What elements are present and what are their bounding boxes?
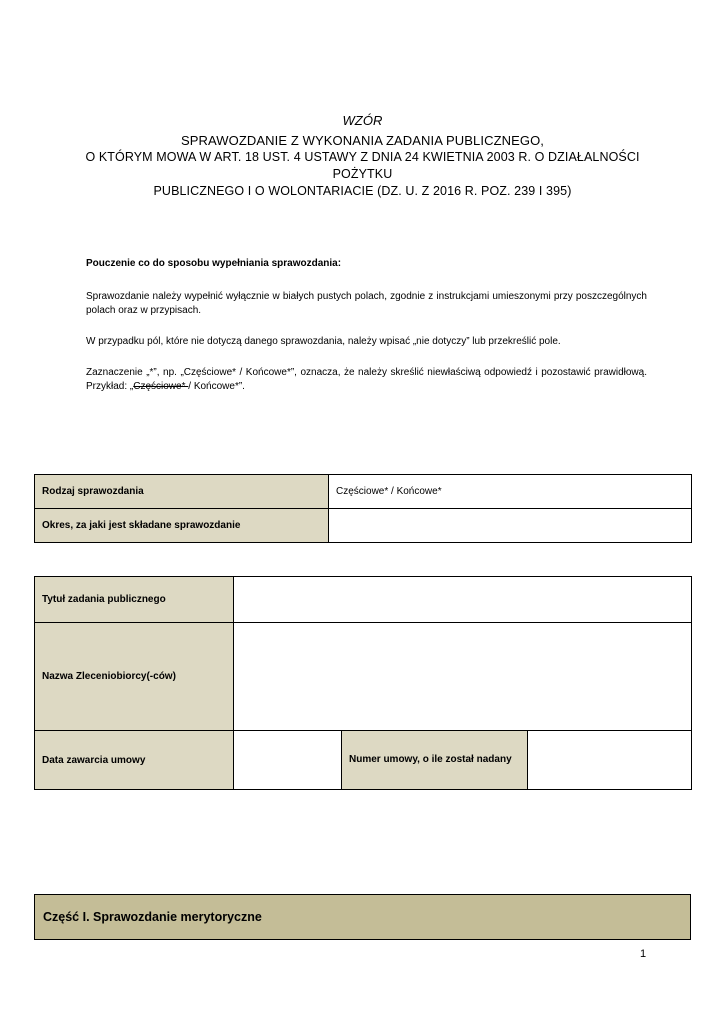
- document-subtitle-line1: O KTÓRYM MOWA W ART. 18 UST. 4 USTAWY Z DNIA 24 KWIETNIA 2003 R. O DZIAŁALNOŚCI POŻYTKU: [85, 150, 640, 181]
- table-row: [35, 577, 692, 623]
- task-info-table: [34, 576, 692, 790]
- report-info-table: [34, 474, 692, 543]
- struck-example: Częściowe*: [133, 381, 189, 392]
- contractor-name-label: Nazwa Zleceniobiorcy(-ców): [35, 623, 234, 731]
- instruction-paragraph-1: Sprawozdanie należy wypełnić wyłącznie w białych pustych polach, zgodnie z instrukcjami umieszonymi przy poszczególnych polach oraz w przypisach.: [86, 291, 647, 316]
- report-period-field[interactable]: [329, 509, 692, 543]
- report-type-field[interactable]: Częściowe* / Końcowe*: [329, 475, 692, 509]
- section-title: Część I. Sprawozdanie merytoryczne: [43, 910, 262, 924]
- instruction-paragraph-3: [86, 366, 647, 394]
- page-number: 1: [640, 948, 647, 960]
- document-title: SPRAWOZDANIE Z WYKONANIA ZADANIA PUBLICZNEGO,: [180, 133, 544, 148]
- template-label: WZÓR: [342, 113, 383, 128]
- task-title-field[interactable]: [234, 577, 692, 623]
- table-row: [35, 731, 692, 790]
- document-subtitle-line2: PUBLICZNEGO I O WOLONTARIACIE (DZ. U. Z 2016 R. POZ. 239 I 395): [153, 184, 572, 198]
- task-title-label: Tytuł zadania publicznego: [35, 577, 234, 623]
- table-row: [35, 475, 692, 509]
- document-header: [60, 112, 665, 200]
- instructions-title: Pouczenie co do sposobu wypełniania sprawozdania:: [86, 258, 342, 269]
- section-header: [34, 894, 691, 940]
- instruction-paragraph-3-end: / Końcowe*”.: [188, 381, 245, 392]
- contractor-name-field[interactable]: [234, 623, 692, 731]
- contract-number-label: Numer umowy, o ile został nadany: [342, 731, 528, 790]
- contract-date-field[interactable]: [234, 731, 342, 790]
- contract-date-label: Data zawarcia umowy: [35, 731, 234, 790]
- table-row: [35, 623, 692, 731]
- contract-number-field[interactable]: [528, 731, 692, 790]
- instruction-paragraph-3-text: Zaznaczenie „*”, np. „Częściowe* / Końcowe*”, oznacza, że należy skreślić niewłaściwą odpowiedź i pozostawić prawidłową. Przykład: „: [86, 367, 647, 392]
- report-period-label: Okres, za jaki jest składane sprawozdanie: [35, 509, 329, 543]
- instruction-paragraph-2: W przypadku pól, które nie dotyczą danego sprawozdania, należy wpisać „nie dotyczy” lub przekreślić pole.: [86, 336, 561, 347]
- table-row: [35, 509, 692, 543]
- report-type-label: Rodzaj sprawozdania: [35, 475, 329, 509]
